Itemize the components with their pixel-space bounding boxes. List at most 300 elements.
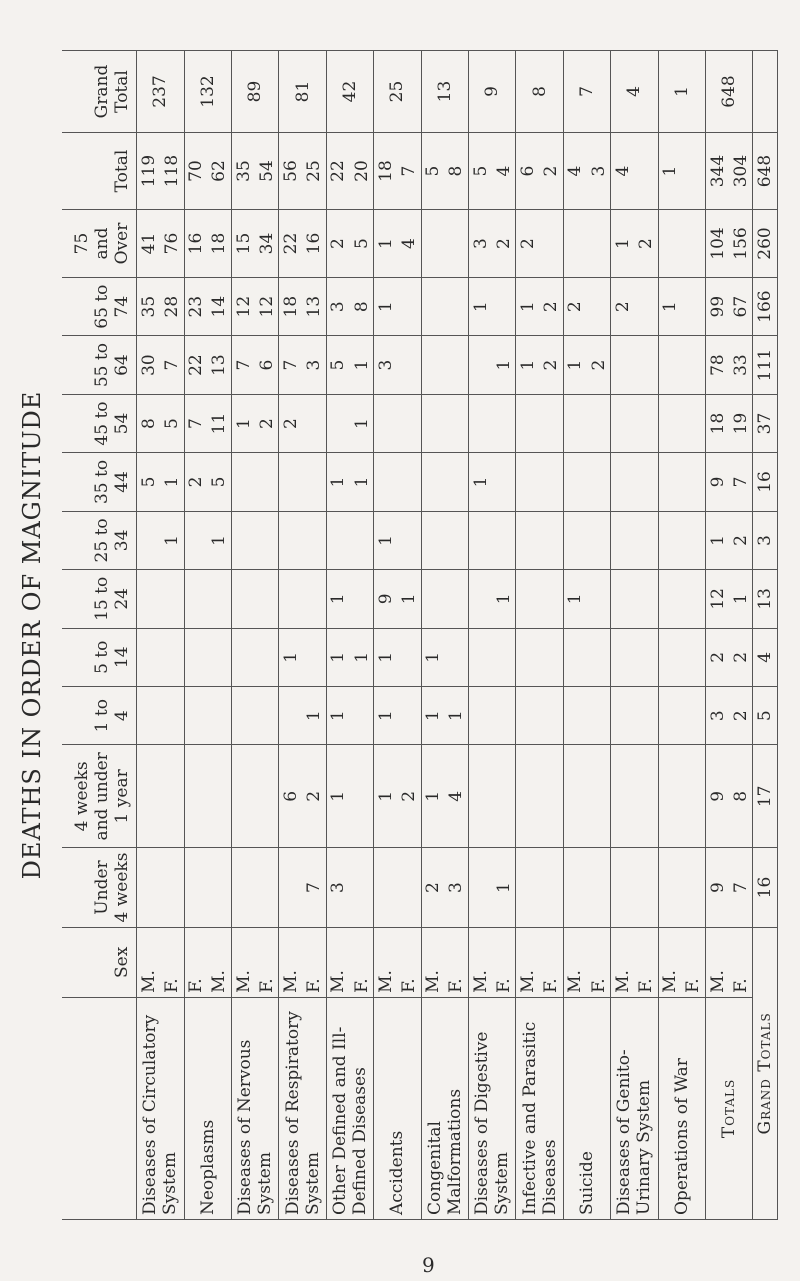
age-count-cell — [492, 628, 516, 686]
age-count-cell — [421, 394, 445, 452]
total-cell: 5 — [468, 132, 492, 209]
age-count-cell — [587, 745, 611, 848]
age-count-cell — [634, 628, 658, 686]
age-count-cell: 7 — [279, 336, 303, 394]
total-cell: 8 — [445, 132, 469, 209]
age-count-cell: 1 — [279, 628, 303, 686]
age-count-cell — [658, 511, 682, 569]
age-count-cell — [445, 570, 469, 628]
age-count-cell — [397, 686, 421, 744]
age-count-cell — [658, 848, 682, 927]
age-count-cell — [682, 570, 706, 628]
deaths-table — [62, 50, 778, 1220]
age-count-cell — [374, 848, 398, 927]
age-count-cell: 34 — [255, 210, 279, 278]
age-count-cell — [587, 394, 611, 452]
age-count-cell: 1 — [468, 453, 492, 511]
sex-cell: F. — [160, 927, 184, 997]
age-count-cell — [279, 570, 303, 628]
age-count-cell: 1 — [326, 453, 350, 511]
age-count-cell — [374, 453, 398, 511]
age-count-cell: 19 — [729, 394, 753, 452]
age-count-cell: 2 — [540, 277, 564, 335]
age-count-cell — [682, 453, 706, 511]
sex-cell: F. — [303, 927, 327, 997]
age-count-cell — [587, 210, 611, 278]
age-count-cell — [516, 686, 540, 744]
age-count-cell: 11 — [208, 394, 232, 452]
age-count-cell: 3 — [445, 848, 469, 927]
age-count-cell — [658, 210, 682, 278]
age-count-cell: 15 — [231, 210, 255, 278]
age-count-cell — [492, 277, 516, 335]
age-count-cell: 1 — [374, 277, 398, 335]
age-count-cell — [540, 628, 564, 686]
age-count-cell — [350, 570, 374, 628]
sex-cell: F. — [540, 927, 564, 997]
age-count-cell — [492, 745, 516, 848]
total-cell: 18 — [374, 132, 398, 209]
age-count-cell — [397, 848, 421, 927]
age-count-cell: 9 — [705, 848, 729, 927]
sex-cell: F. — [445, 927, 469, 997]
age-count-cell — [658, 745, 682, 848]
sex-cell: F. — [350, 927, 374, 997]
age-count-cell: 1 — [705, 511, 729, 569]
age-count-cell — [634, 745, 658, 848]
age-count-cell — [255, 570, 279, 628]
age-count-cell — [492, 511, 516, 569]
age-count-cell: 1 — [421, 686, 445, 744]
age-count-cell — [682, 336, 706, 394]
age-count-cell: 8 — [137, 394, 161, 452]
total-cell: 118 — [160, 132, 184, 209]
age-count-cell: 2 — [729, 511, 753, 569]
age-count-cell: 22 — [184, 336, 208, 394]
age-count-cell — [611, 686, 635, 744]
table-row — [231, 51, 255, 1220]
sex-cell: F. — [184, 927, 208, 997]
age-count-cell — [350, 511, 374, 569]
age-count-cell — [255, 848, 279, 927]
grand-total-cell: 89 — [231, 51, 278, 133]
sex-cell: F. — [255, 927, 279, 997]
rotated-page — [0, 30, 800, 1250]
age-count-cell: 4 — [445, 745, 469, 848]
age-count-cell: 1 — [611, 210, 635, 278]
grand-total-cell: 42 — [326, 51, 373, 133]
age-count-cell: 76 — [160, 210, 184, 278]
grand-total-cell: 1 — [658, 51, 705, 133]
age-count-cell — [634, 848, 658, 927]
age-count-cell: 1 — [350, 628, 374, 686]
age-count-cell: 1 — [729, 570, 753, 628]
age-count-cell — [279, 848, 303, 927]
age-count-cell — [682, 745, 706, 848]
age-count-cell — [208, 848, 232, 927]
age-count-cell: 1 — [374, 210, 398, 278]
age-count-cell: 2 — [326, 210, 350, 278]
age-count-cell — [231, 570, 255, 628]
age-count-cell: 1 — [350, 336, 374, 394]
total-cell — [682, 132, 706, 209]
header-age-10: 75 and Over — [62, 210, 137, 278]
age-count-cell — [231, 686, 255, 744]
age-count-cell — [634, 394, 658, 452]
header-age-9: 65 to 74 — [62, 277, 137, 335]
sex-cell: F. — [587, 927, 611, 997]
age-count-cell: 1 — [374, 686, 398, 744]
table-row — [184, 51, 208, 1220]
age-count-cell: 1 — [421, 745, 445, 848]
age-count-cell — [397, 277, 421, 335]
sex-cell: F. — [492, 927, 516, 997]
age-count-cell: 2 — [255, 394, 279, 452]
total-cell — [634, 132, 658, 209]
age-count-cell — [421, 277, 445, 335]
age-count-cell — [279, 686, 303, 744]
age-count-cell: 18 — [279, 277, 303, 335]
age-count-cell: 3 — [705, 686, 729, 744]
age-count-cell — [255, 745, 279, 848]
age-count-cell: 1 — [492, 848, 516, 927]
age-count-cell: 5 — [160, 394, 184, 452]
header-age-4: 15 to 24 — [62, 570, 137, 628]
age-count-cell: 166 — [753, 277, 778, 335]
age-count-cell — [492, 686, 516, 744]
age-count-cell — [468, 511, 492, 569]
age-count-cell — [445, 453, 469, 511]
age-count-cell: 3 — [374, 336, 398, 394]
age-count-cell: 111 — [753, 336, 778, 394]
age-count-cell — [208, 628, 232, 686]
age-count-cell: 16 — [753, 848, 778, 927]
age-count-cell — [587, 511, 611, 569]
age-count-cell — [397, 628, 421, 686]
age-count-cell — [492, 453, 516, 511]
age-count-cell — [516, 628, 540, 686]
age-count-cell — [184, 570, 208, 628]
age-count-cell — [468, 745, 492, 848]
header-age-5: 25 to 34 — [62, 511, 137, 569]
age-count-cell — [492, 394, 516, 452]
age-count-cell — [137, 686, 161, 744]
header-grand-total: Grand Total — [62, 51, 137, 133]
age-count-cell — [421, 453, 445, 511]
total-cell: 2 — [540, 132, 564, 209]
age-count-cell: 13 — [753, 570, 778, 628]
age-count-cell: 3 — [326, 848, 350, 927]
age-count-cell — [516, 848, 540, 927]
age-count-cell: 1 — [445, 686, 469, 744]
age-count-cell: 1 — [563, 570, 587, 628]
age-count-cell — [658, 394, 682, 452]
age-count-cell — [563, 511, 587, 569]
age-count-cell: 23 — [184, 277, 208, 335]
age-count-cell — [445, 394, 469, 452]
age-count-cell: 37 — [753, 394, 778, 452]
age-count-cell: 1 — [492, 336, 516, 394]
age-count-cell: 99 — [705, 277, 729, 335]
age-count-cell — [160, 848, 184, 927]
totals-label: Totals — [705, 997, 752, 1219]
total-cell: 4 — [563, 132, 587, 209]
age-count-cell: 28 — [160, 277, 184, 335]
header-age-2: 1 to 4 — [62, 686, 137, 744]
age-count-cell: 1 — [468, 277, 492, 335]
age-count-cell — [255, 628, 279, 686]
sex-cell: M. — [468, 927, 492, 997]
age-count-cell — [397, 394, 421, 452]
age-count-cell — [682, 848, 706, 927]
grand-total-cell — [753, 51, 778, 133]
total-cell: 62 — [208, 132, 232, 209]
header-age-6: 35 to 44 — [62, 453, 137, 511]
age-count-cell — [279, 453, 303, 511]
age-count-cell: 2 — [184, 453, 208, 511]
age-count-cell: 4 — [397, 210, 421, 278]
age-count-cell — [303, 394, 327, 452]
header-cause — [62, 997, 137, 1219]
age-count-cell — [540, 394, 564, 452]
age-count-cell — [682, 210, 706, 278]
table-row — [563, 51, 587, 1220]
sex-cell: M. — [279, 927, 303, 997]
age-count-cell: 4 — [753, 628, 778, 686]
age-count-cell — [326, 394, 350, 452]
age-count-cell — [540, 848, 564, 927]
age-count-cell: 156 — [729, 210, 753, 278]
age-count-cell — [326, 511, 350, 569]
age-count-cell: 41 — [137, 210, 161, 278]
age-count-cell: 1 — [374, 511, 398, 569]
total-cell: 4 — [492, 132, 516, 209]
age-count-cell: 7 — [184, 394, 208, 452]
header-row — [62, 51, 137, 1220]
age-count-cell — [540, 210, 564, 278]
table-row — [326, 51, 350, 1220]
age-count-cell — [516, 511, 540, 569]
age-count-cell: 5 — [753, 686, 778, 744]
age-count-cell: 7 — [729, 453, 753, 511]
age-count-cell: 12 — [255, 277, 279, 335]
header-age-3: 5 to 14 — [62, 628, 137, 686]
age-count-cell: 13 — [208, 336, 232, 394]
grand-total-cell: 7 — [563, 51, 610, 133]
age-count-cell — [468, 848, 492, 927]
total-cell: 5 — [421, 132, 445, 209]
age-count-cell: 8 — [729, 745, 753, 848]
grand-total-cell: 9 — [468, 51, 515, 133]
age-count-cell — [658, 686, 682, 744]
age-count-cell — [137, 511, 161, 569]
age-count-cell — [658, 570, 682, 628]
age-count-cell: 12 — [231, 277, 255, 335]
age-count-cell: 1 — [516, 277, 540, 335]
age-count-cell — [350, 686, 374, 744]
age-count-cell: 2 — [397, 745, 421, 848]
sex-cell: F. — [634, 927, 658, 997]
age-count-cell: 18 — [705, 394, 729, 452]
sex-cell: M. — [231, 927, 255, 997]
age-count-cell — [231, 628, 255, 686]
age-count-cell: 1 — [397, 570, 421, 628]
age-count-cell: 2 — [611, 277, 635, 335]
table-row — [374, 51, 398, 1220]
cause-label: Diseases of Genito-Urinary System — [611, 997, 658, 1219]
grand-total-cell: 132 — [184, 51, 231, 133]
age-count-cell — [137, 745, 161, 848]
total-cell: 56 — [279, 132, 303, 209]
age-count-cell — [208, 686, 232, 744]
total-cell: 648 — [753, 132, 778, 209]
age-count-cell — [350, 745, 374, 848]
age-count-cell — [611, 848, 635, 927]
age-count-cell — [587, 686, 611, 744]
age-count-cell — [658, 453, 682, 511]
age-count-cell — [468, 628, 492, 686]
header-age-7: 45 to 54 — [62, 394, 137, 452]
cause-label: Diseases of Digestive System — [468, 997, 515, 1219]
age-count-cell: 2 — [421, 848, 445, 927]
age-count-cell — [563, 686, 587, 744]
page-title: DEATHS IN ORDER OF MAGNITUDE — [18, 390, 46, 880]
age-count-cell: 1 — [160, 453, 184, 511]
age-count-cell — [184, 686, 208, 744]
age-count-cell — [516, 570, 540, 628]
sex-cell: M. — [137, 927, 161, 997]
age-count-cell: 2 — [279, 394, 303, 452]
age-count-cell — [682, 628, 706, 686]
age-count-cell: 1 — [208, 511, 232, 569]
age-count-cell — [208, 745, 232, 848]
age-count-cell: 14 — [208, 277, 232, 335]
age-count-cell: 12 — [705, 570, 729, 628]
age-count-cell — [279, 511, 303, 569]
age-count-cell — [160, 628, 184, 686]
total-cell: 3 — [587, 132, 611, 209]
sex-cell: F. — [729, 927, 753, 997]
cause-label: Diseases of Circulatory System — [137, 997, 184, 1219]
age-count-cell — [611, 628, 635, 686]
age-count-cell: 3 — [753, 511, 778, 569]
age-count-cell — [587, 570, 611, 628]
age-count-cell — [184, 848, 208, 927]
age-count-cell: 5 — [350, 210, 374, 278]
age-count-cell — [445, 210, 469, 278]
age-count-cell — [445, 628, 469, 686]
age-count-cell: 2 — [492, 210, 516, 278]
age-count-cell — [184, 745, 208, 848]
sex-cell: M. — [611, 927, 635, 997]
age-count-cell — [634, 336, 658, 394]
age-count-cell — [658, 336, 682, 394]
cause-label: Other Defined and Ill-Defined Diseases — [326, 997, 373, 1219]
age-count-cell — [682, 686, 706, 744]
age-count-cell — [634, 511, 658, 569]
sex-cell: M. — [516, 927, 540, 997]
age-count-cell — [421, 336, 445, 394]
age-count-cell: 16 — [303, 210, 327, 278]
age-count-cell — [516, 453, 540, 511]
age-count-cell: 18 — [208, 210, 232, 278]
age-count-cell: 9 — [374, 570, 398, 628]
age-count-cell — [160, 745, 184, 848]
age-count-cell: 6 — [279, 745, 303, 848]
age-count-cell — [611, 745, 635, 848]
age-count-cell: 6 — [255, 336, 279, 394]
grand-total-cell: 648 — [705, 51, 752, 133]
age-count-cell — [516, 745, 540, 848]
age-count-cell: 5 — [208, 453, 232, 511]
grand-total-cell: 237 — [137, 51, 184, 133]
age-count-cell — [231, 848, 255, 927]
table-row — [279, 51, 303, 1220]
age-count-cell — [303, 628, 327, 686]
header-total: Total — [62, 132, 137, 209]
age-count-cell — [563, 745, 587, 848]
age-count-cell: 5 — [326, 336, 350, 394]
age-count-cell — [540, 686, 564, 744]
age-count-cell: 7 — [231, 336, 255, 394]
age-count-cell: 3 — [303, 336, 327, 394]
age-count-cell — [255, 686, 279, 744]
age-count-cell: 30 — [137, 336, 161, 394]
age-count-cell — [563, 394, 587, 452]
age-count-cell: 2 — [587, 336, 611, 394]
sex-cell: M. — [658, 927, 682, 997]
cause-label: Diseases of Nervous System — [231, 997, 278, 1219]
age-count-cell: 5 — [137, 453, 161, 511]
age-count-cell: 2 — [563, 277, 587, 335]
age-count-cell: 2 — [705, 628, 729, 686]
age-count-cell: 1 — [350, 453, 374, 511]
grand-total-cell: 4 — [611, 51, 658, 133]
age-count-cell: 9 — [705, 453, 729, 511]
cause-label: Diseases of Respiratory System — [279, 997, 326, 1219]
cause-label: Suicide — [563, 997, 610, 1219]
age-count-cell: 2 — [634, 210, 658, 278]
age-count-cell: 22 — [279, 210, 303, 278]
total-cell: 20 — [350, 132, 374, 209]
age-count-cell — [231, 745, 255, 848]
age-count-cell: 1 — [326, 570, 350, 628]
age-count-cell: 8 — [350, 277, 374, 335]
age-count-cell — [682, 511, 706, 569]
table-row — [516, 51, 540, 1220]
table-row — [658, 51, 682, 1220]
sex-cell: M. — [421, 927, 445, 997]
total-cell: 4 — [611, 132, 635, 209]
age-count-cell — [231, 511, 255, 569]
sex-cell: M. — [208, 927, 232, 997]
age-count-cell — [540, 570, 564, 628]
total-cell: 6 — [516, 132, 540, 209]
table-row — [421, 51, 445, 1220]
total-cell: 344 — [705, 132, 729, 209]
age-count-cell: 1 — [350, 394, 374, 452]
total-cell: 1 — [658, 132, 682, 209]
age-count-cell — [397, 511, 421, 569]
age-count-cell: 13 — [303, 277, 327, 335]
age-count-cell: 2 — [516, 210, 540, 278]
sex-cell: M. — [705, 927, 729, 997]
age-count-cell — [421, 570, 445, 628]
age-count-cell — [563, 628, 587, 686]
grand-total-cell: 8 — [516, 51, 563, 133]
age-count-cell — [160, 686, 184, 744]
cause-label: Operations of War — [658, 997, 705, 1219]
